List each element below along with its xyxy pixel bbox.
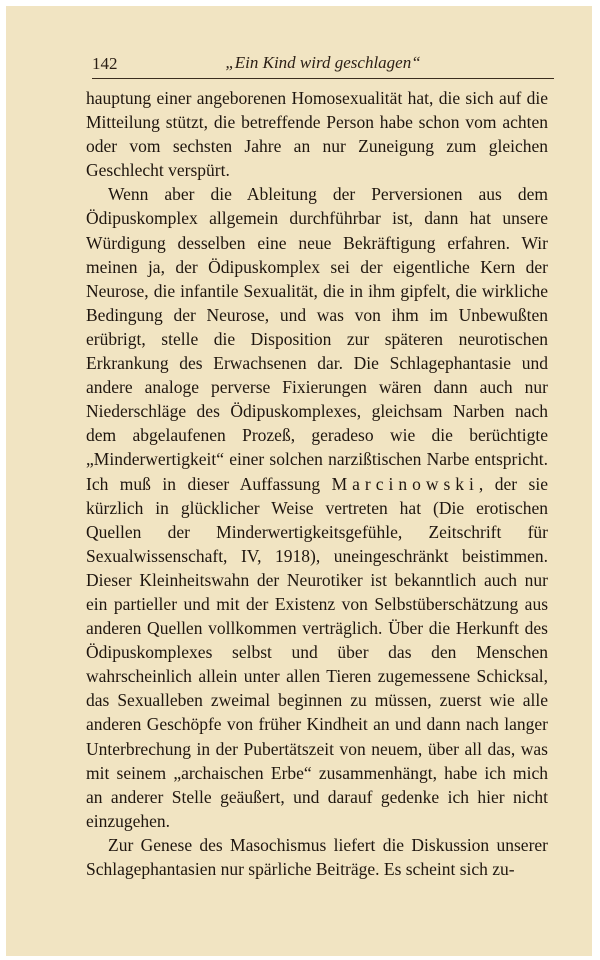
paragraph-3: Zur Genese des Masochismus liefert die Diskussion unserer Schlagephantasien nur spärliche Beiträge. Es scheint sich zu-: [86, 834, 548, 879]
paragraph-2-continuation: , der sie kürzlich in glücklicher Weise vertreten hat (Die erotischen Quellen der Minderwertigkeitsgefühle, Zeitschrift für Sexualwissenschaft, IV, 1918), uneingeschränkt beistimmen. Dieser Kleinheitswahn der Neurotiker ist bekanntlich auch nur ein partieller und mit der Existenz von Selbstüberschätzung aus anderen Quellen vollkommen verträglich. Über die Herkunft des Ödipuskomplexes selbst und über das den Menschen wahrscheinlich allein unter allen Tieren zugemessene Schicksal, das Sexualleben zweimal beginnen zu müssen, zuerst wie alle anderen Geschöpfe von früher Kindheit an und dann nach langer Unterbrechung in der Pubertätszeit von neuem, über all das, was mit seinem „archaischen Erbe“ zusammenhängt, habe ich mich an anderer Stelle geäußert, und darauf gedenke ich hier nicht einzugehen.: [86, 473, 548, 831]
body-text: [86, 86, 548, 881]
author-name: Marcinowski: [331, 473, 479, 494]
paragraph-2: [86, 182, 548, 833]
page-number: 142: [92, 54, 118, 73]
running-header: [92, 50, 554, 79]
paragraph-2-text: Wenn aber die Ableitung der Perversionen aus dem Ödipuskomplex allgemein durchführbar ist, dann hat unsere Würdigung desselben eine neue Bekräftigung erfahren. Wir meinen ja, der Ödipuskomplex sei der eigentliche Kern der Neurose, die infantile Sexualität, die in ihm gipfelt, die wirkliche Bedingung der Neurose, und was von ihm im Unbewußten erübrigt, stelle die Disposition zur späteren neurotischen Erkrankung des Erwachsenen dar. Die Schlagephantasie und andere analoge perverse Fixierungen wären dann auch nur Niederschläge des Ödipuskomplexes, gleichsam Narben nach dem abgelaufenen Prozeß, geradeso wie die berüchtigte „Minderwertigkeit“ einer solchen narzißtischen Narbe entspricht. Ich muß in dieser Auffassung: [86, 184, 548, 494]
running-title: „Ein Kind wird geschlagen“: [225, 53, 421, 72]
paragraph-1: hauptung einer angeborenen Homosexualität hat, die sich auf die Mitteilung stützt, die betreffende Person habe schon vom achten oder vom sechsten Jahre an nur Zuneigung zum gleichen Geschlecht verspürt.: [86, 88, 548, 181]
